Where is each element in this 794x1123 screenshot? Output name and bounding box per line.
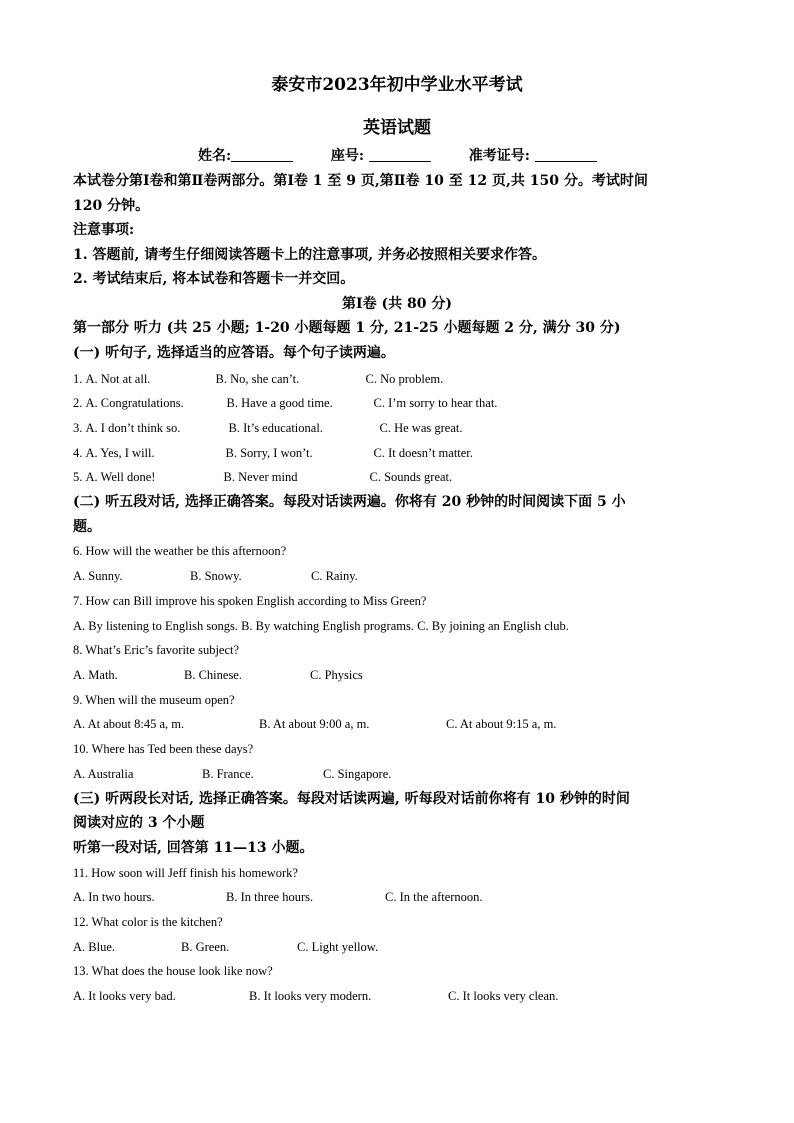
option-c: C. Light yellow.: [297, 940, 379, 954]
option-a: A. Yes, I will.: [85, 446, 155, 460]
option-b: B. Never mind: [223, 470, 298, 484]
question-1: 1. A. Not at all. B. No, she can’t. C. No problem.: [73, 367, 723, 391]
question-12: 12. What color is the kitchen?: [73, 915, 223, 929]
question-7-options: [73, 614, 723, 638]
ticket-blank: [535, 147, 597, 162]
option-c: C. Sounds great.: [369, 470, 453, 484]
section2-heading-1: (二) 听五段对话, 选择正确答案。每段对话读两遍。你将有 20 秒钟的时间阅读下面 5 小: [73, 494, 626, 510]
option-b: B. It looks very modern.: [249, 989, 372, 1003]
option-a: A. In two hours.: [73, 890, 155, 904]
question-11-options: [73, 885, 723, 909]
option-c: C. By joining an English club.: [417, 619, 569, 633]
option-b: B. By watching English programs.: [241, 619, 414, 633]
exam-subtitle: 英语试题: [363, 118, 431, 138]
option-c: C. It looks very clean.: [448, 989, 559, 1003]
option-c: C. Physics: [310, 668, 363, 682]
option-c: C. He was great.: [379, 421, 463, 435]
intro-line-1: 本试卷分第Ⅰ卷和第Ⅱ卷两部分。第Ⅰ卷 1 至 9 页,第Ⅱ卷 10 至 12 页,共 150 分。考试时间: [73, 173, 648, 189]
option-a: A. At about 8:45 a, m.: [73, 717, 185, 731]
option-a: A. It looks very bad.: [73, 989, 176, 1003]
question-4: 4. A. Yes, I will. B. Sorry, I won’t. C. It doesn’t matter.: [73, 441, 723, 465]
seat-blank: [369, 147, 431, 162]
question-6: 6. How will the weather be this afternoon?: [73, 544, 287, 558]
question-13: 13. What does the house look like now?: [73, 964, 273, 978]
section3-heading-1: (三) 听两段长对话, 选择正确答案。每段对话读两遍, 听每段对话前你将有 10 秒钟的时间: [73, 791, 630, 807]
option-b: B. No, she can’t.: [215, 372, 300, 386]
option-c: C. Singapore.: [323, 767, 392, 781]
question-13-options: [73, 984, 723, 1008]
option-a: A. Math.: [73, 668, 118, 682]
notes-heading: 注意事项:: [73, 222, 135, 238]
option-a: A. I don’t think so.: [85, 421, 181, 435]
question-12-options: [73, 935, 723, 959]
question-2: 2. A. Congratulations. B. Have a good time. C. I’m sorry to hear that.: [73, 391, 723, 415]
option-c: C. No problem.: [365, 372, 444, 386]
question-10: 10. Where has Ted been these days?: [73, 742, 254, 756]
name-label: 姓名:: [198, 148, 232, 164]
question-9: 9. When will the museum open?: [73, 693, 235, 707]
option-c: C. Rainy.: [311, 569, 358, 583]
option-b: B. Green.: [181, 940, 230, 954]
intro-line-2: 120 分钟。: [73, 198, 150, 214]
option-c: C. I’m sorry to hear that.: [373, 396, 498, 410]
ticket-label: 准考证号:: [468, 148, 530, 164]
exam-title: 泰安市2023年初中学业水平考试: [271, 75, 523, 95]
question-7: 7. How can Bill improve his spoken English according to Miss Green?: [73, 594, 427, 608]
section1-heading: (一) 听句子, 选择适当的应答语。每个句子读两遍。: [73, 345, 395, 361]
seat-label: 座号:: [330, 148, 365, 164]
option-b: B. Snowy.: [190, 569, 242, 583]
section2-heading-2: 题。: [73, 519, 101, 535]
question-10-options: [73, 762, 723, 786]
candidate-info-row: [198, 144, 794, 168]
option-a: A. Blue.: [73, 940, 116, 954]
volume-heading: 第Ⅰ卷 (共 80 分): [342, 296, 452, 312]
note-1: 1. 答题前, 请考生仔细阅读答题卡上的注意事项, 并务必按照相关要求作答。: [73, 247, 546, 263]
section3-heading-2: 阅读对应的 3 个小题: [73, 815, 205, 831]
section3-subheading: 听第一段对话, 回答第 11—13 小题。: [73, 840, 314, 856]
option-a: A. Well done!: [85, 470, 156, 484]
option-b: B. Have a good time.: [226, 396, 333, 410]
option-b: B. Sorry, I won’t.: [225, 446, 313, 460]
option-c: C. It doesn’t matter.: [373, 446, 473, 460]
option-a: A. Not at all.: [85, 372, 151, 386]
question-6-options: [73, 564, 723, 588]
option-b: B. Chinese.: [184, 668, 242, 682]
option-c: C. In the afternoon.: [385, 890, 483, 904]
question-11: 11. How soon will Jeff finish his homework?: [73, 866, 298, 880]
question-9-options: [73, 712, 723, 736]
question-5: 5. A. Well done! B. Never mind C. Sounds great.: [73, 465, 723, 489]
option-b: B. In three hours.: [226, 890, 314, 904]
option-b: B. At about 9:00 a, m.: [259, 717, 370, 731]
part1-heading: 第一部分 听力 (共 25 小题; 1-20 小题每题 1 分, 21-25 小题每题 2 分, 满分 30 分): [73, 320, 621, 336]
question-8: 8. What’s Eric’s favorite subject?: [73, 643, 240, 657]
option-b: B. It’s educational.: [228, 421, 323, 435]
option-a: A. By listening to English songs.: [73, 619, 238, 633]
note-2: 2. 考试结束后, 将本试卷和答题卡一并交回。: [73, 271, 355, 287]
name-blank: [231, 147, 293, 162]
option-c: C. At about 9:15 a, m.: [446, 717, 557, 731]
option-a: A. Australia: [73, 767, 134, 781]
question-3: 3. A. I don’t think so. B. It’s educational. C. He was great.: [73, 416, 723, 440]
option-a: A. Sunny.: [73, 569, 123, 583]
option-b: B. France.: [202, 767, 254, 781]
question-8-options: [73, 663, 723, 687]
option-a: A. Congratulations.: [85, 396, 184, 410]
